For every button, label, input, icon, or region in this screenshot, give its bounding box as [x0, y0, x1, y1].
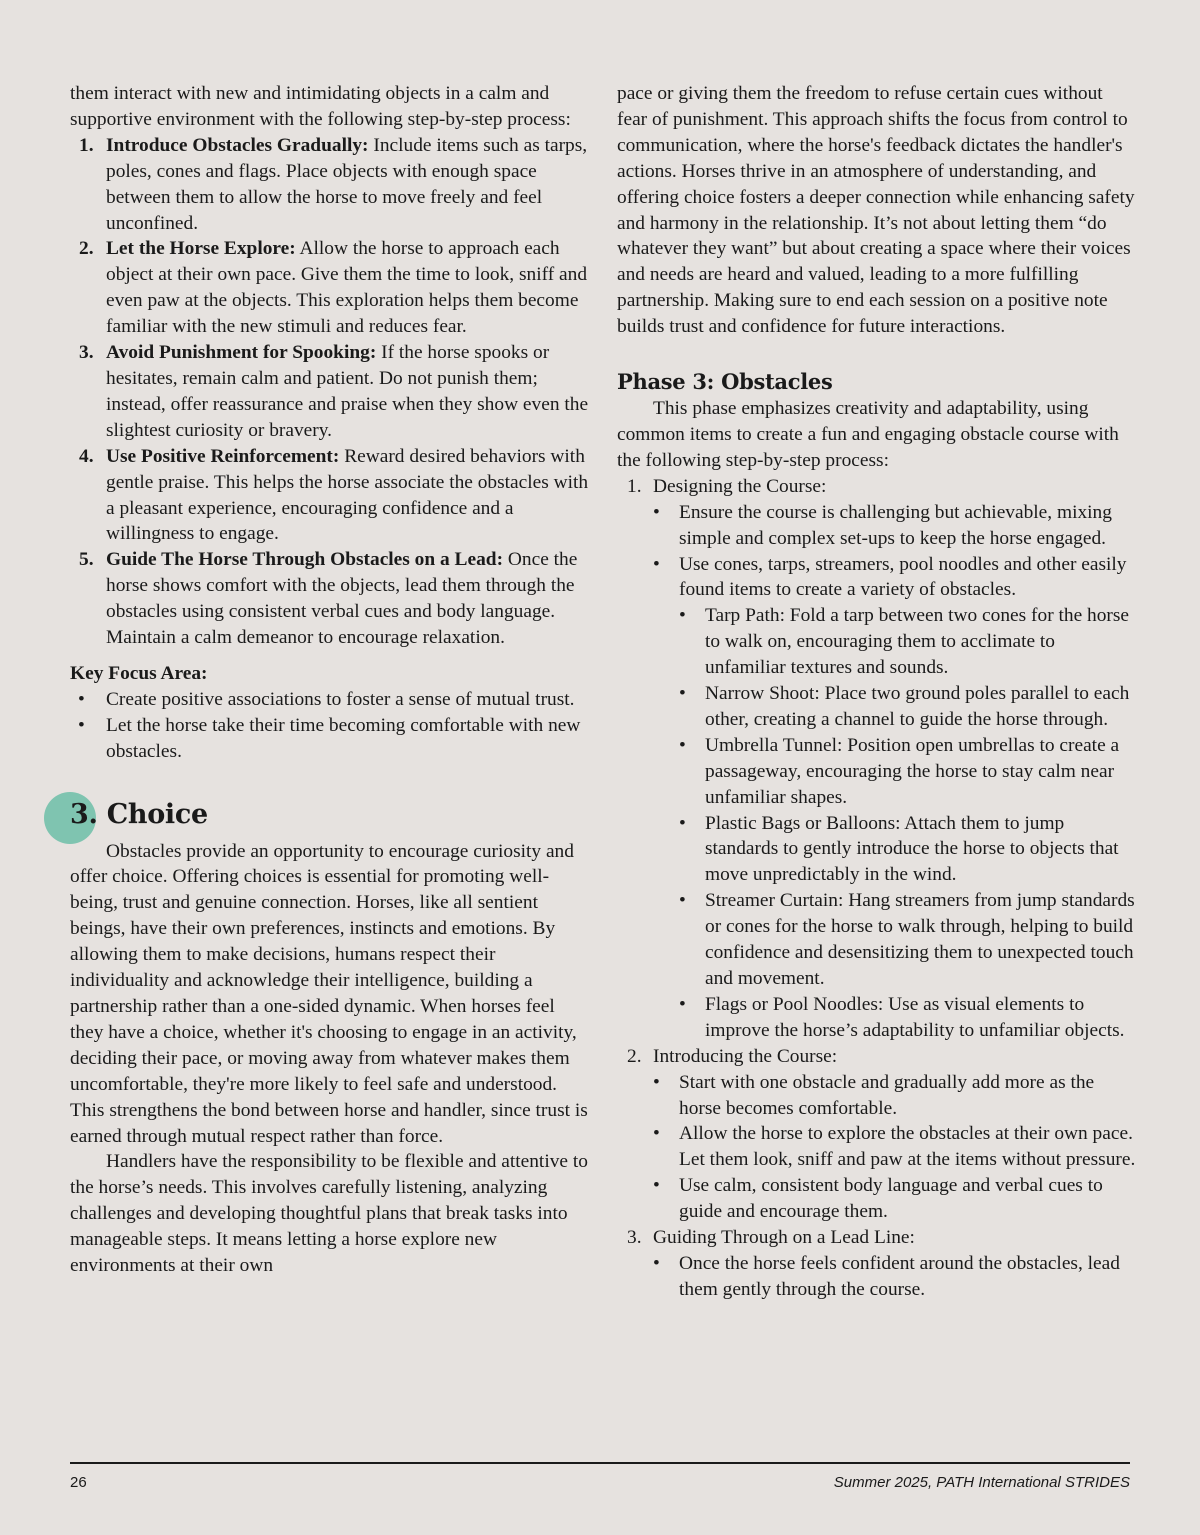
phase-steps-list [617, 474, 1137, 1303]
footer-divider [70, 1462, 1130, 1464]
step-title: Guide The Horse Through Obstacles on a Lead: [106, 549, 504, 571]
step-title: Introduce Obstacles Gradually: [106, 134, 369, 156]
list-item [70, 444, 590, 548]
list-item: • Start with one obstacle and gradually add more as the horse becomes comfortable. [653, 1070, 1137, 1122]
bullet-text: Use cones, tarps, streamers, pool noodles and other easily found items to create a variety of obstacles. [679, 553, 1127, 601]
step-number: 2. [627, 1045, 642, 1067]
bullet-list [653, 500, 1137, 1044]
body-paragraph: pace or giving them the freedom to refuse certain cues without fear of punishment. This approach shifts the focus from control to communication, where the horse's feedback dictates the handler's actions. Horses thrive in an atmosphere of understanding, and offering choice fosters a deeper connection while enhancing safety and harmony in the relationship. It’s not about letting them “do whatever they want” but about creating a space where their voices and needs are heard and valued, leading to a more fulfilling partnership. Making sure to end each session on a positive note builds trust and confidence for future interactions. [617, 83, 1135, 338]
list-item [653, 552, 1137, 1044]
list-item [70, 133, 590, 237]
publication-credit: Summer 2025, PATH International STRIDES [833, 1474, 1130, 1491]
list-item [70, 340, 590, 444]
left-column [70, 81, 590, 1279]
list-item: • Tarp Path: Fold a tarp between two cones for the horse to walk on, encouraging them to acclimate to unfamiliar textures and sounds. [679, 603, 1137, 681]
bullet-list [653, 1070, 1137, 1225]
step-number: 3. [79, 342, 94, 364]
body-paragraph: Handlers have the responsibility to be flexible and attentive to the horse’s needs. This involves carefully listening, analyzing challenges and developing thoughtful plans that break tasks into manageable steps. It means letting a horse explore new environments at their own [70, 1151, 588, 1277]
step-title: Let the Horse Explore: [106, 238, 296, 260]
list-item: • Allow the horse to explore the obstacles at their own pace. Let them look, sniff and paw at the items without pressure. [653, 1121, 1137, 1173]
bullet-list [653, 1251, 1137, 1303]
list-item: • Plastic Bags or Balloons: Attach them to jump standards to gently introduce the horse to objects that move unpredictably in the wind. [679, 811, 1137, 889]
list-item: • Ensure the course is challenging but achievable, mixing simple and complex set-ups to keep the horse engaged. [653, 500, 1137, 552]
body-paragraph: Obstacles provide an opportunity to encourage curiosity and offer choice. Offering choices is essential for promoting well-being, trust and genuine connection. Horses, like all sentient beings, have their own preferences, instincts and emotions. By allowing them to make decisions, humans respect their individuality and acknowledge their intelligence, building a partnership rather than a one-sided dynamic. When horses feel they have a choice, whether it's choosing to engage in an activity, deciding their pace, or moving away from whatever makes them uncomfortable, they're more likely to feel safe and understood. This strengthens the bond between horse and handler, since trust is earned through mutual respect rather than force. [70, 840, 588, 1147]
list-item: • Once the horse feels confident around the obstacles, lead them gently through the course. [653, 1251, 1137, 1303]
section-number: 3. [70, 798, 98, 830]
list-item [70, 236, 590, 340]
step-text: Allow the horse to approach each object at their own pace. Give them the time to look, sniff and even paw at the objects. This exploration helps them become familiar with the new stimuli and reduces fear. [106, 238, 588, 338]
step-label: Designing the Course: [653, 475, 827, 497]
key-focus-list [70, 687, 590, 765]
step-number: 3. [627, 1227, 642, 1249]
list-item: • Create positive associations to foster a sense of mutual trust. [70, 687, 590, 713]
phase-intro: This phase emphasizes creativity and adaptability, using common items to create a fun and engaging obstacle course with the following step-by-step process: [617, 398, 1119, 471]
list-item [617, 1044, 1137, 1225]
section-title: Choice [106, 798, 208, 830]
step-text: If the horse spooks or hesitates, remain calm and patient. Do not punish them; instead, offer reassurance and praise when they show even the slightest curiosity or bravery. [106, 342, 589, 441]
step-text: Once the horse shows comfort with the objects, lead them through the obstacles using consistent verbal cues and body language. Maintain a calm demeanor to encourage relaxation. [106, 549, 578, 649]
phase-heading: Phase 3: Obstacles [617, 369, 833, 395]
step-number: 1. [79, 134, 94, 156]
step-title: Use Positive Reinforcement: [106, 445, 340, 467]
step-label: Guiding Through on a Lead Line: [653, 1227, 915, 1249]
list-item: • Let the horse take their time becoming comfortable with new obstacles. [70, 713, 590, 765]
list-item [617, 474, 1137, 1044]
intro-paragraph: them interact with new and intimidating objects in a calm and supportive environment with the following step-by-step process: [70, 83, 571, 130]
list-item [617, 1225, 1137, 1303]
step-title: Avoid Punishment for Spooking: [106, 342, 377, 364]
page-number: 26 [70, 1474, 87, 1491]
list-item: • Narrow Shoot: Place two ground poles parallel to each other, creating a channel to guide the horse through. [679, 681, 1137, 733]
step-label: Introducing the Course: [653, 1045, 838, 1067]
list-item: • Streamer Curtain: Hang streamers from jump standards or cones for the horse to walk through, helping to build confidence and desensitizing them to unexpected touch and movement. [679, 888, 1137, 992]
step-text: Include items such as tarps, poles, cones and flags. Place objects with enough space between them to allow the horse to move freely and feel unconfined. [106, 134, 588, 234]
list-item: • Use calm, consistent body language and verbal cues to guide and encourage them. [653, 1173, 1137, 1225]
step-number: 5. [79, 549, 94, 571]
list-item: • Umbrella Tunnel: Position open umbrellas to create a passageway, encouraging the horse to stay calm near unfamiliar shapes. [679, 733, 1137, 811]
process-steps-list [70, 133, 590, 651]
step-number: 2. [79, 238, 94, 260]
list-item: • Flags or Pool Noodles: Use as visual elements to improve the horse’s adaptability to unfamiliar objects. [679, 992, 1137, 1044]
step-number: 1. [627, 475, 642, 497]
key-focus-heading: Key Focus Area: [70, 662, 208, 684]
list-item [70, 547, 590, 651]
step-text: Reward desired behaviors with gentle praise. This helps the horse associate the obstacles with a pleasant experience, encouraging confidence and a willingness to engage. [106, 445, 589, 545]
step-number: 4. [79, 445, 94, 467]
obstacle-ideas-list [679, 603, 1137, 1043]
right-column [617, 81, 1137, 1303]
section-heading-choice [70, 789, 590, 839]
